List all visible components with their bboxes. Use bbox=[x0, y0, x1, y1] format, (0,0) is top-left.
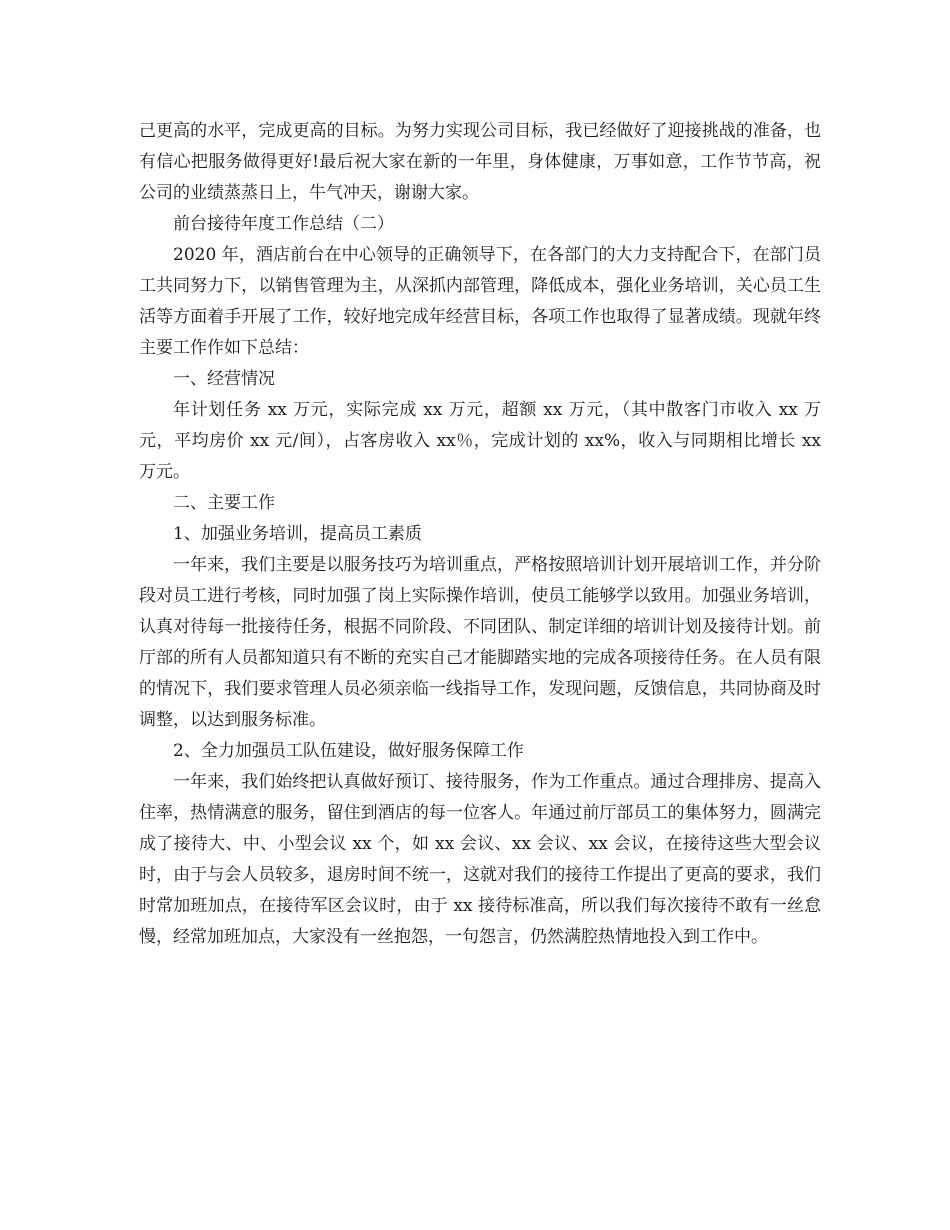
heading-main-work: 二、主要工作 bbox=[173, 493, 275, 513]
heading-operations: 一、经营情况 bbox=[173, 369, 275, 389]
paragraph-operations: 年计划任务 xx 万元，实际完成 xx 万元，超额 xx 万元，（其中散客门市收入 xx 万元，平均房价 xx 元/间），占客房收入 xx％，完成计划的 xx%，收入与同期相比增长 xx 万元。 bbox=[139, 400, 821, 482]
subheading-team-building: 2、全力加强员工队伍建设，做好服务保障工作 bbox=[173, 741, 524, 761]
subheading-training: 1、加强业务培训，提高员工素质 bbox=[173, 524, 422, 544]
paragraph-training: 一年来，我们主要是以服务技巧为培训重点，严格按照培训计划开展培训工作，并分阶段对员工进行考核，同时加强了岗上实际操作培训，使员工能够学以致用。加强业务培训，认真对待每一批接待任务，根据不同阶段、不同团队、制定详细的培训计划及接待计划。前厅部的所有人员都知道只有不断的充实自己才能脚踏实地的完成各项接待任务。在人员有限的情况下，我们要求管理人员必须亲临一线指导工作，发现问题，反馈信息，共同协商及时调整，以达到服务标准。 bbox=[139, 555, 821, 730]
paragraph-team-building: 一年来，我们始终把认真做好预订、接待服务，作为工作重点。通过合理排房、提高入住率，热情满意的服务，留住到酒店的每一位客人。年通过前厅部员工的集体努力，圆满完成了接待大、中、小型会议 xx 个，如 xx 会议、xx 会议、xx 会议，在接待这些大型会议时，由于与会人员较多，退房时间不统一，这就对我们的接待工作提出了更高的要求，我们时常加班加点，在接待军区会议时，由于 xx 接待标准高，所以我们每次接待不敢有一丝怠慢，经常加班加点，大家没有一丝抱怨，一句怨言，仍然满腔热情地投入到工作中。 bbox=[139, 772, 821, 947]
paragraph-intro: 2020 年，酒店前台在中心领导的正确领导下，在各部门的大力支持配合下，在部门员工共同努力下，以销售管理为主，从深抓内部管理，降低成本，强化业务培训，关心员工生活等方面着手开展了工作，较好地完成年经营目标，各项工作也取得了显著成绩。现就年终主要工作作如下总结： bbox=[139, 245, 821, 358]
section-title: 前台接待年度工作总结（二） bbox=[173, 214, 394, 234]
document-body bbox=[139, 116, 821, 953]
paragraph-continuation: 己更高的水平，完成更高的目标。为努力实现公司目标，我已经做好了迎接挑战的准备，也有信心把服务做得更好!最后祝大家在新的一年里，身体健康，万事如意，工作节节高，祝公司的业绩蒸蒸日上，牛气冲天，谢谢大家。 bbox=[139, 121, 821, 203]
